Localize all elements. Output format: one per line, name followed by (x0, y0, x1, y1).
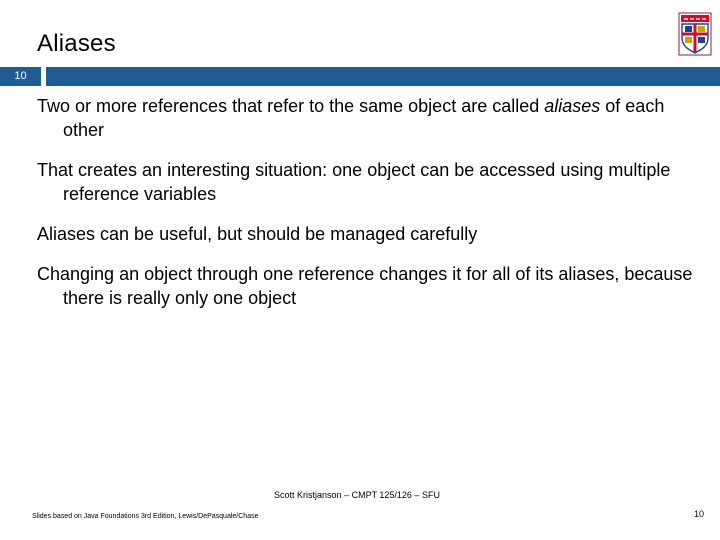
footer-author: Scott Kristjanson – CMPT 125/126 – SFU (274, 490, 440, 500)
bullet-item (37, 262, 707, 310)
bullet-emphasis: aliases (544, 96, 601, 116)
slide-number-badge: 10 (0, 67, 41, 86)
bullet-text: That creates an interesting situation: one object can be accessed using multiple reference variables (37, 160, 671, 204)
bullet-item (37, 158, 707, 206)
slide-header-band (0, 67, 720, 86)
bullet-item (37, 222, 707, 246)
footer-page-number: 10 (693, 509, 704, 519)
footer-source: Slides based on Java Foundations 3rd Edition, Lewis/DePasquale/Chase (32, 513, 259, 520)
slide-title: Aliases (37, 30, 116, 57)
bullet-list (37, 94, 707, 326)
header-bar (46, 67, 720, 86)
university-crest-icon (678, 12, 712, 56)
bullet-text-end: of each other (63, 96, 665, 140)
bullet-text: Changing an object through one reference changes it for all of its aliases, because there is really only one object (37, 264, 693, 308)
bullet-text: Aliases can be useful, but should be managed carefully (37, 224, 478, 244)
bullet-item (37, 94, 707, 142)
bullet-text: Two or more references that refer to the same object are called (37, 96, 545, 116)
